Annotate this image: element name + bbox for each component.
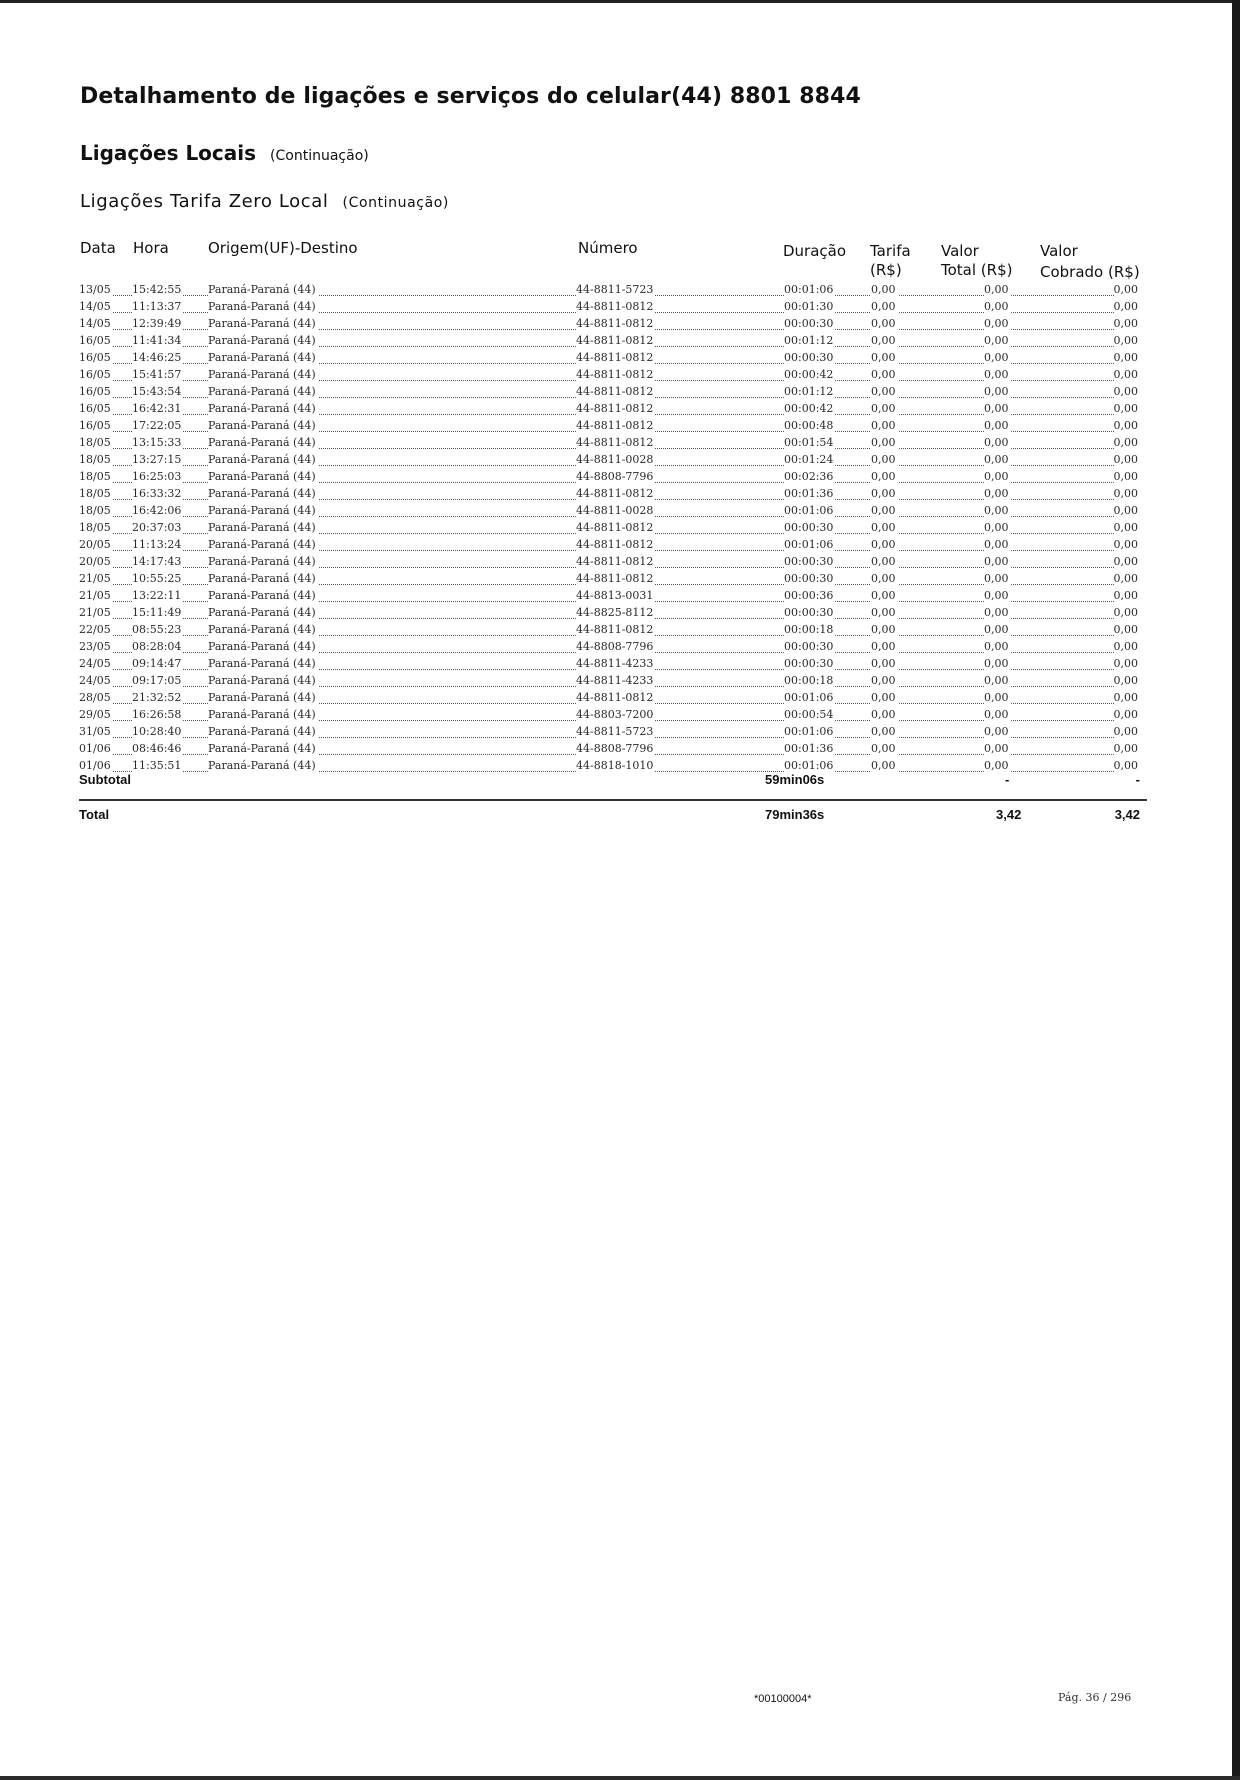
table-row	[79, 503, 1146, 520]
cell-numero: 44-8811-4233	[576, 674, 654, 687]
cell-tarifa: 0,00	[871, 436, 896, 449]
cell-valor-total: 0,00	[984, 742, 1009, 755]
cell-tarifa: 0,00	[871, 708, 896, 721]
cell-duracao: 00:00:36	[784, 589, 834, 602]
cell-duracao: 00:01:06	[784, 538, 834, 551]
cell-valor-cobrado: 0,00	[1113, 283, 1138, 296]
cell-origem: Paraná-Paraná (44)	[208, 334, 316, 347]
subtotal-duration: 59min06s	[765, 772, 825, 787]
cell-hora: 15:11:49	[132, 606, 182, 619]
cell-valor-total: 0,00	[984, 402, 1009, 415]
cell-duracao: 00:00:30	[784, 521, 834, 534]
table-row	[79, 724, 1146, 741]
cell-duracao: 00:00:48	[784, 419, 834, 432]
total-duration: 79min36s	[765, 807, 825, 822]
cell-hora: 08:46:46	[132, 742, 182, 755]
cell-numero: 44-8811-0812	[576, 436, 654, 449]
table-row	[79, 605, 1146, 622]
cell-tarifa: 0,00	[871, 623, 896, 636]
cell-valor-total: 0,00	[984, 487, 1009, 500]
cell-duracao: 00:00:30	[784, 317, 834, 330]
column-header-valor-cobrado-line2: Cobrado (R$)	[1040, 263, 1140, 281]
cell-hora: 16:33:32	[132, 487, 182, 500]
cell-origem: Paraná-Paraná (44)	[208, 708, 316, 721]
cell-valor-cobrado: 0,00	[1113, 708, 1138, 721]
cell-tarifa: 0,00	[871, 606, 896, 619]
cell-data: 16/05	[79, 419, 111, 432]
cell-valor-total: 0,00	[984, 708, 1009, 721]
cell-origem: Paraná-Paraná (44)	[208, 453, 316, 466]
cell-valor-cobrado: 0,00	[1113, 623, 1138, 636]
cell-numero: 44-8818-1010	[576, 759, 654, 772]
column-header-tarifa-line1: Tarifa	[870, 242, 911, 260]
cell-tarifa: 0,00	[871, 521, 896, 534]
cell-tarifa: 0,00	[871, 368, 896, 381]
cell-valor-total: 0,00	[984, 589, 1009, 602]
cell-tarifa: 0,00	[871, 657, 896, 670]
cell-data: 24/05	[79, 657, 111, 670]
cell-valor-cobrado: 0,00	[1113, 657, 1138, 670]
cell-numero: 44-8811-0812	[576, 300, 654, 313]
cell-hora: 15:41:57	[132, 368, 182, 381]
subtotal-label: Subtotal	[79, 772, 131, 787]
cell-numero: 44-8811-0812	[576, 368, 654, 381]
cell-valor-cobrado: 0,00	[1113, 725, 1138, 738]
cell-numero: 44-8811-0812	[576, 572, 654, 585]
cell-numero: 44-8808-7796	[576, 742, 654, 755]
cell-tarifa: 0,00	[871, 589, 896, 602]
cell-tarifa: 0,00	[871, 504, 896, 517]
column-header-origem: Origem(UF)-Destino	[208, 239, 358, 257]
cell-hora: 14:46:25	[132, 351, 182, 364]
cell-tarifa: 0,00	[871, 317, 896, 330]
cell-valor-total: 0,00	[984, 300, 1009, 313]
cell-duracao: 00:01:30	[784, 300, 834, 313]
cell-valor-cobrado: 0,00	[1113, 385, 1138, 398]
cell-valor-total: 0,00	[984, 538, 1009, 551]
cell-origem: Paraná-Paraná (44)	[208, 283, 316, 296]
cell-valor-cobrado: 0,00	[1113, 691, 1138, 704]
cell-hora: 15:42:55	[132, 283, 182, 296]
cell-valor-total: 0,00	[984, 283, 1009, 296]
cell-numero: 44-8811-0812	[576, 487, 654, 500]
cell-data: 18/05	[79, 504, 111, 517]
subsection-title: Ligações Tarifa Zero Local	[80, 191, 329, 212]
cell-hora: 17:22:05	[132, 419, 182, 432]
column-header-tarifa-line2: (R$)	[870, 261, 902, 279]
table-row	[79, 435, 1146, 452]
cell-hora: 10:28:40	[132, 725, 182, 738]
footer-document-code: *00100004*	[754, 1693, 812, 1705]
column-header-valor-cobrado-line1: Valor	[1040, 242, 1078, 260]
cell-data: 31/05	[79, 725, 111, 738]
cell-data: 20/05	[79, 555, 111, 568]
cell-numero: 44-8811-5723	[576, 725, 654, 738]
cell-hora: 11:35:51	[132, 759, 182, 772]
cell-valor-total: 0,00	[984, 334, 1009, 347]
cell-numero: 44-8811-0812	[576, 555, 654, 568]
cell-origem: Paraná-Paraná (44)	[208, 487, 316, 500]
cell-hora: 11:41:34	[132, 334, 182, 347]
cell-valor-cobrado: 0,00	[1113, 300, 1138, 313]
cell-hora: 12:39:49	[132, 317, 182, 330]
cell-hora: 10:55:25	[132, 572, 182, 585]
cell-duracao: 00:01:06	[784, 283, 834, 296]
cell-duracao: 00:01:06	[784, 504, 834, 517]
cell-valor-total: 0,00	[984, 572, 1009, 585]
cell-data: 24/05	[79, 674, 111, 687]
cell-data: 18/05	[79, 521, 111, 534]
cell-valor-cobrado: 0,00	[1113, 555, 1138, 568]
column-header-valor-total-line1: Valor	[941, 242, 979, 260]
cell-valor-total: 0,00	[984, 368, 1009, 381]
cell-valor-cobrado: 0,00	[1113, 436, 1138, 449]
table-row	[79, 588, 1146, 605]
cell-valor-total: 0,00	[984, 691, 1009, 704]
table-row	[79, 418, 1146, 435]
cell-hora: 09:17:05	[132, 674, 182, 687]
cell-hora: 16:26:58	[132, 708, 182, 721]
cell-hora: 11:13:24	[132, 538, 182, 551]
cell-tarifa: 0,00	[871, 351, 896, 364]
cell-origem: Paraná-Paraná (44)	[208, 589, 316, 602]
cell-valor-cobrado: 0,00	[1113, 470, 1138, 483]
total-label: Total	[79, 807, 110, 822]
cell-numero: 44-8811-0812	[576, 538, 654, 551]
cell-hora: 13:27:15	[132, 453, 182, 466]
table-row	[79, 537, 1146, 554]
subsection-continuation-note: (Continuação)	[342, 195, 449, 211]
cell-valor-cobrado: 0,00	[1113, 419, 1138, 432]
column-header-valor-cobrado	[1040, 242, 1140, 282]
cell-data: 16/05	[79, 402, 111, 415]
cell-numero: 44-8825-8112	[576, 606, 654, 619]
cell-data: 01/06	[79, 742, 111, 755]
cell-numero: 44-8811-0812	[576, 402, 654, 415]
column-header-hora: Hora	[133, 239, 169, 257]
cell-data: 16/05	[79, 334, 111, 347]
cell-tarifa: 0,00	[871, 487, 896, 500]
table-row	[79, 384, 1146, 401]
column-header-valor-total	[941, 242, 1012, 280]
cell-data: 16/05	[79, 368, 111, 381]
cell-duracao: 00:01:12	[784, 385, 834, 398]
cell-valor-total: 0,00	[984, 623, 1009, 636]
cell-tarifa: 0,00	[871, 640, 896, 653]
cell-hora: 08:28:04	[132, 640, 182, 653]
cell-valor-cobrado: 0,00	[1113, 572, 1138, 585]
cell-valor-total: 0,00	[984, 317, 1009, 330]
cell-data: 21/05	[79, 589, 111, 602]
cell-valor-total: 0,00	[984, 419, 1009, 432]
scan-edge-top	[0, 0, 1240, 3]
cell-data: 13/05	[79, 283, 111, 296]
cell-data: 14/05	[79, 300, 111, 313]
cell-valor-cobrado: 0,00	[1113, 538, 1138, 551]
table-row	[79, 367, 1146, 384]
cell-valor-total: 0,00	[984, 436, 1009, 449]
cell-origem: Paraná-Paraná (44)	[208, 725, 316, 738]
cell-valor-cobrado: 0,00	[1113, 317, 1138, 330]
cell-numero: 44-8811-0812	[576, 521, 654, 534]
section-title: Ligações Locais	[80, 141, 257, 165]
cell-valor-total: 0,00	[984, 674, 1009, 687]
cell-origem: Paraná-Paraná (44)	[208, 385, 316, 398]
column-header-tarifa	[870, 242, 911, 280]
cell-origem: Paraná-Paraná (44)	[208, 402, 316, 415]
cell-origem: Paraná-Paraná (44)	[208, 470, 316, 483]
table-row	[79, 350, 1146, 367]
table-row	[79, 707, 1146, 724]
total-row	[79, 807, 1146, 827]
footer-page-number: Pág. 36 / 296	[1058, 1691, 1132, 1704]
cell-hora: 08:55:23	[132, 623, 182, 636]
column-header-valor-total-line2: Total (R$)	[941, 261, 1013, 279]
cell-numero: 44-8813-0031	[576, 589, 654, 602]
cell-origem: Paraná-Paraná (44)	[208, 538, 316, 551]
cell-tarifa: 0,00	[871, 674, 896, 687]
section-continuation-note: (Continuação)	[270, 148, 369, 164]
cell-duracao: 00:00:30	[784, 657, 834, 670]
cell-valor-cobrado: 0,00	[1113, 759, 1138, 772]
cell-valor-cobrado: 0,00	[1113, 640, 1138, 653]
cell-tarifa: 0,00	[871, 385, 896, 398]
scan-edge-bottom	[0, 1776, 1240, 1780]
cell-tarifa: 0,00	[871, 691, 896, 704]
cell-duracao: 00:00:42	[784, 402, 834, 415]
cell-data: 21/05	[79, 606, 111, 619]
cell-hora: 15:43:54	[132, 385, 182, 398]
cell-origem: Paraná-Paraná (44)	[208, 657, 316, 670]
cell-numero: 44-8811-0812	[576, 334, 654, 347]
cell-origem: Paraná-Paraná (44)	[208, 504, 316, 517]
cell-valor-total: 0,00	[984, 470, 1009, 483]
cell-duracao: 00:00:18	[784, 623, 834, 636]
cell-hora: 11:13:37	[132, 300, 182, 313]
cell-origem: Paraná-Paraná (44)	[208, 606, 316, 619]
cell-duracao: 00:00:30	[784, 606, 834, 619]
cell-origem: Paraná-Paraná (44)	[208, 419, 316, 432]
table-row	[79, 639, 1146, 656]
cell-data: 18/05	[79, 470, 111, 483]
cell-valor-total: 0,00	[984, 725, 1009, 738]
cell-tarifa: 0,00	[871, 725, 896, 738]
cell-valor-total: 0,00	[984, 657, 1009, 670]
cell-valor-total: 0,00	[984, 521, 1009, 534]
column-header-duracao: Duração	[783, 242, 847, 260]
cell-origem: Paraná-Paraná (44)	[208, 691, 316, 704]
cell-valor-cobrado: 0,00	[1113, 368, 1138, 381]
cell-origem: Paraná-Paraná (44)	[208, 742, 316, 755]
call-list	[79, 282, 1146, 775]
cell-origem: Paraná-Paraná (44)	[208, 759, 316, 772]
cell-duracao: 00:01:36	[784, 487, 834, 500]
cell-tarifa: 0,00	[871, 283, 896, 296]
column-header-data: Data	[80, 239, 116, 257]
cell-duracao: 00:01:54	[784, 436, 834, 449]
table-row	[79, 520, 1146, 537]
cell-duracao: 00:00:54	[784, 708, 834, 721]
cell-origem: Paraná-Paraná (44)	[208, 572, 316, 585]
cell-origem: Paraná-Paraná (44)	[208, 351, 316, 364]
cell-valor-cobrado: 0,00	[1113, 453, 1138, 466]
cell-origem: Paraná-Paraná (44)	[208, 623, 316, 636]
table-row	[79, 401, 1146, 418]
cell-valor-total: 0,00	[984, 351, 1009, 364]
table-row	[79, 282, 1146, 299]
cell-valor-cobrado: 0,00	[1113, 504, 1138, 517]
cell-tarifa: 0,00	[871, 759, 896, 772]
cell-valor-cobrado: 0,00	[1113, 606, 1138, 619]
cell-duracao: 00:01:24	[784, 453, 834, 466]
table-row	[79, 486, 1146, 503]
cell-duracao: 00:01:36	[784, 742, 834, 755]
cell-duracao: 00:02:36	[784, 470, 834, 483]
cell-valor-cobrado: 0,00	[1113, 742, 1138, 755]
table-row	[79, 316, 1146, 333]
cell-valor-total: 0,00	[984, 606, 1009, 619]
cell-numero: 44-8808-7796	[576, 640, 654, 653]
scan-edge-right	[1232, 0, 1240, 1780]
cell-duracao: 00:00:30	[784, 555, 834, 568]
cell-tarifa: 0,00	[871, 453, 896, 466]
subtotal-valor-cobrado: -	[1135, 772, 1140, 787]
cell-valor-total: 0,00	[984, 640, 1009, 653]
total-divider	[79, 799, 1147, 801]
cell-data: 18/05	[79, 453, 111, 466]
cell-data: 28/05	[79, 691, 111, 704]
cell-data: 18/05	[79, 436, 111, 449]
cell-numero: 44-8811-4233	[576, 657, 654, 670]
cell-hora: 14:17:43	[132, 555, 182, 568]
cell-valor-total: 0,00	[984, 504, 1009, 517]
cell-duracao: 00:01:12	[784, 334, 834, 347]
cell-hora: 21:32:52	[132, 691, 182, 704]
cell-valor-total: 0,00	[984, 385, 1009, 398]
cell-origem: Paraná-Paraná (44)	[208, 436, 316, 449]
cell-data: 21/05	[79, 572, 111, 585]
cell-numero: 44-8811-0812	[576, 691, 654, 704]
cell-duracao: 00:01:06	[784, 725, 834, 738]
cell-tarifa: 0,00	[871, 402, 896, 415]
cell-numero: 44-8811-0812	[576, 351, 654, 364]
cell-tarifa: 0,00	[871, 334, 896, 347]
cell-data: 29/05	[79, 708, 111, 721]
table-row	[79, 673, 1146, 690]
section-heading	[80, 141, 369, 165]
total-valor-total: 3,42	[996, 807, 1022, 822]
document-title: Detalhamento de ligações e serviços do celular(44) 8801 8844	[80, 84, 861, 109]
cell-numero: 44-8811-5723	[576, 283, 654, 296]
cell-origem: Paraná-Paraná (44)	[208, 317, 316, 330]
total-valor-cobrado: 3,42	[1114, 807, 1140, 822]
cell-hora: 16:25:03	[132, 470, 182, 483]
cell-tarifa: 0,00	[871, 419, 896, 432]
cell-origem: Paraná-Paraná (44)	[208, 555, 316, 568]
cell-tarifa: 0,00	[871, 300, 896, 313]
cell-duracao: 00:00:30	[784, 572, 834, 585]
cell-data: 22/05	[79, 623, 111, 636]
cell-tarifa: 0,00	[871, 538, 896, 551]
cell-numero: 44-8811-0028	[576, 504, 654, 517]
table-row	[79, 452, 1146, 469]
table-row	[79, 469, 1146, 486]
table-row	[79, 741, 1146, 758]
cell-valor-cobrado: 0,00	[1113, 521, 1138, 534]
subtotal-row	[79, 772, 1146, 792]
cell-origem: Paraná-Paraná (44)	[208, 674, 316, 687]
cell-data: 14/05	[79, 317, 111, 330]
cell-data: 16/05	[79, 385, 111, 398]
cell-data: 20/05	[79, 538, 111, 551]
cell-origem: Paraná-Paraná (44)	[208, 521, 316, 534]
table-row	[79, 571, 1146, 588]
cell-duracao: 00:00:18	[784, 674, 834, 687]
table-row	[79, 333, 1146, 350]
cell-valor-cobrado: 0,00	[1113, 487, 1138, 500]
cell-data: 18/05	[79, 487, 111, 500]
cell-duracao: 00:01:06	[784, 691, 834, 704]
table-row	[79, 690, 1146, 707]
cell-data: 01/06	[79, 759, 111, 772]
cell-valor-cobrado: 0,00	[1113, 334, 1138, 347]
cell-numero: 44-8811-0028	[576, 453, 654, 466]
cell-numero: 44-8811-0812	[576, 317, 654, 330]
cell-duracao: 00:00:30	[784, 351, 834, 364]
cell-duracao: 00:01:06	[784, 759, 834, 772]
column-header-numero: Número	[578, 239, 638, 257]
cell-hora: 09:14:47	[132, 657, 182, 670]
cell-numero: 44-8811-0812	[576, 623, 654, 636]
cell-duracao: 00:00:42	[784, 368, 834, 381]
cell-tarifa: 0,00	[871, 470, 896, 483]
cell-hora: 20:37:03	[132, 521, 182, 534]
table-row	[79, 622, 1146, 639]
cell-data: 16/05	[79, 351, 111, 364]
cell-hora: 13:22:11	[132, 589, 182, 602]
cell-numero: 44-8811-0812	[576, 385, 654, 398]
cell-duracao: 00:00:30	[784, 640, 834, 653]
cell-tarifa: 0,00	[871, 572, 896, 585]
table-row	[79, 656, 1146, 673]
table-row	[79, 299, 1146, 316]
cell-valor-cobrado: 0,00	[1113, 351, 1138, 364]
subtotal-valor-total: -	[1005, 772, 1010, 787]
cell-valor-cobrado: 0,00	[1113, 674, 1138, 687]
cell-origem: Paraná-Paraná (44)	[208, 640, 316, 653]
cell-valor-cobrado: 0,00	[1113, 402, 1138, 415]
cell-hora: 13:15:33	[132, 436, 182, 449]
cell-hora: 16:42:31	[132, 402, 182, 415]
cell-valor-cobrado: 0,00	[1113, 589, 1138, 602]
cell-data: 23/05	[79, 640, 111, 653]
cell-numero: 44-8808-7796	[576, 470, 654, 483]
cell-origem: Paraná-Paraná (44)	[208, 368, 316, 381]
cell-valor-total: 0,00	[984, 555, 1009, 568]
cell-numero: 44-8803-7200	[576, 708, 654, 721]
table-row	[79, 554, 1146, 571]
cell-hora: 16:42:06	[132, 504, 182, 517]
cell-origem: Paraná-Paraná (44)	[208, 300, 316, 313]
cell-valor-total: 0,00	[984, 759, 1009, 772]
cell-valor-total: 0,00	[984, 453, 1009, 466]
cell-numero: 44-8811-0812	[576, 419, 654, 432]
subsection-heading	[80, 191, 449, 212]
cell-tarifa: 0,00	[871, 742, 896, 755]
cell-tarifa: 0,00	[871, 555, 896, 568]
